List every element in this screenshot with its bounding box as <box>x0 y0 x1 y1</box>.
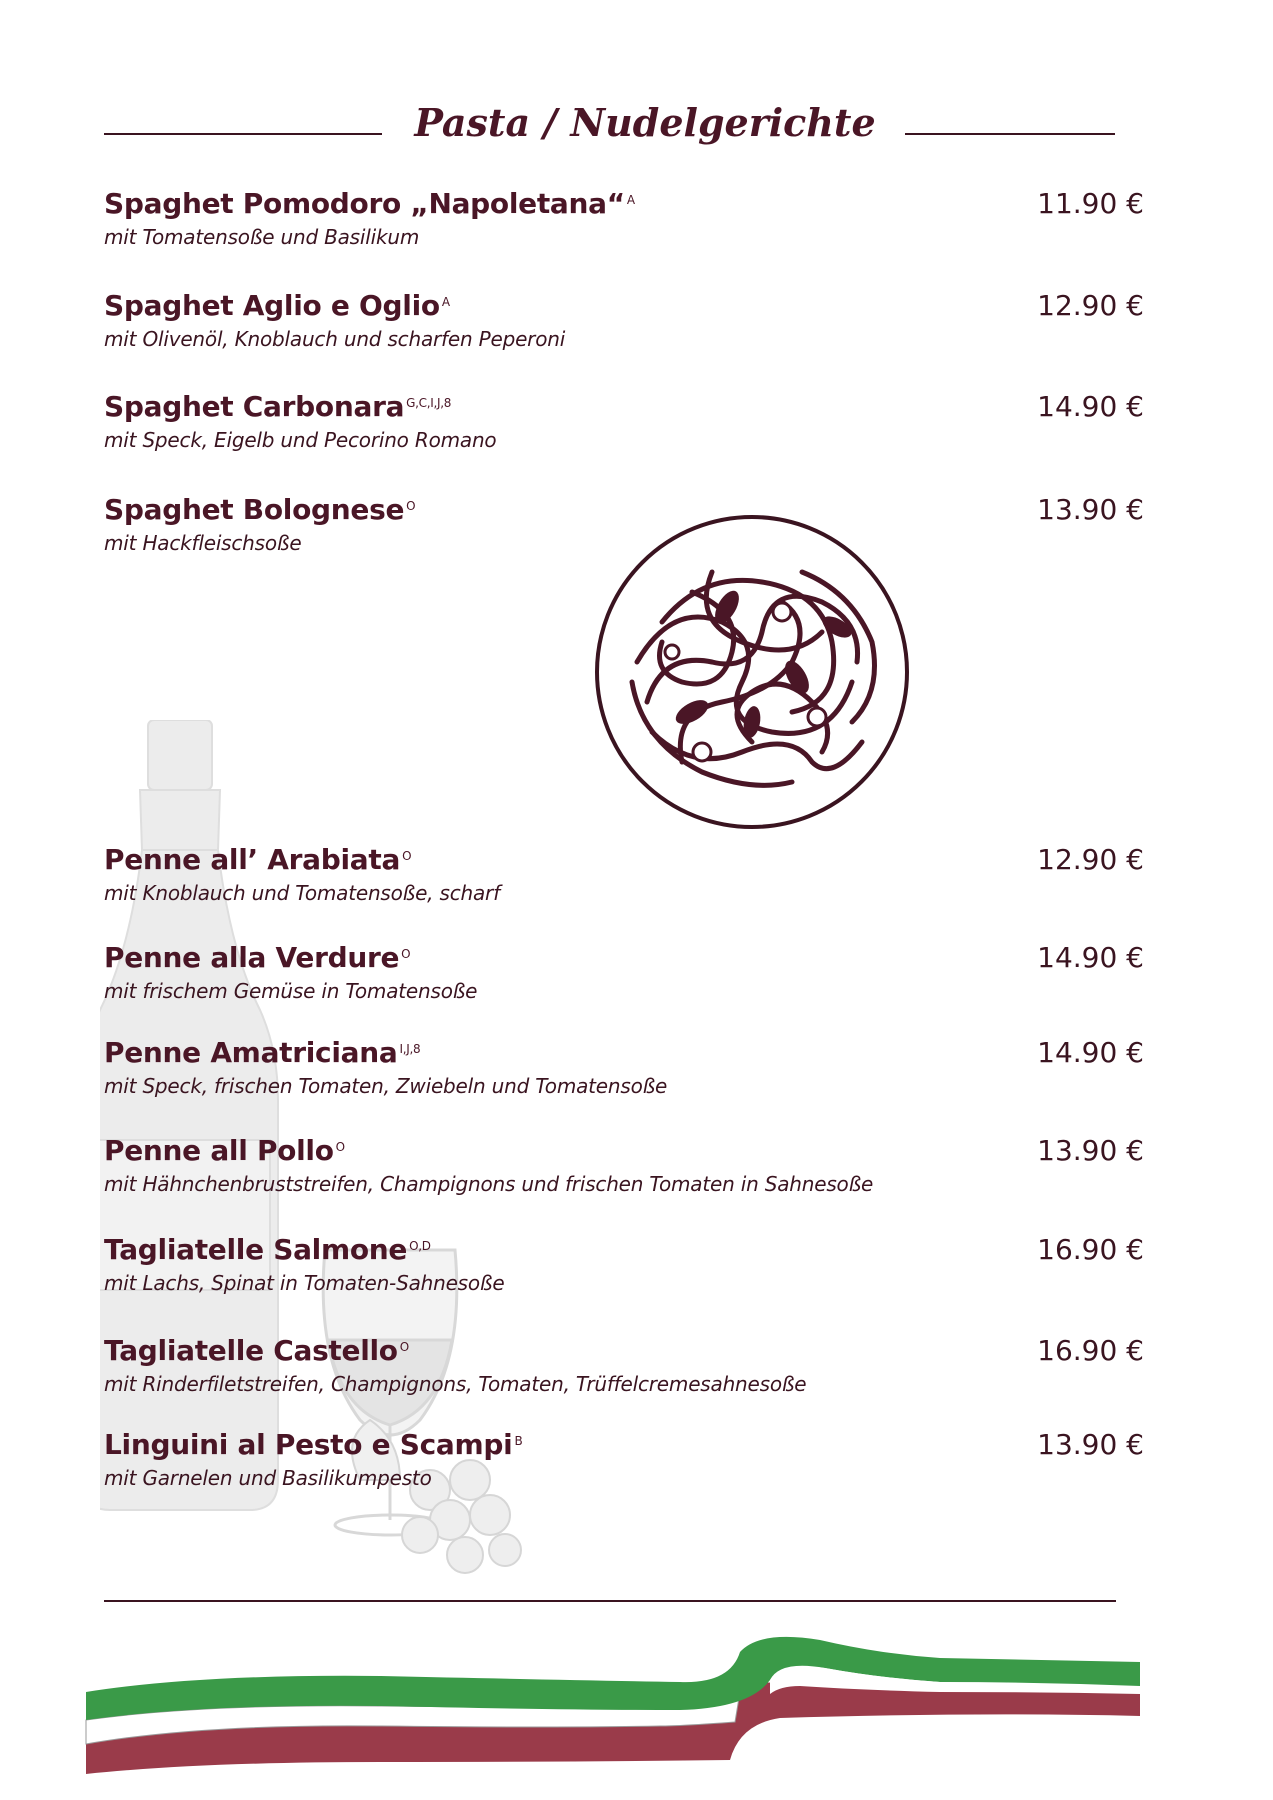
item-description: mit Garnelen und Basilikumpesto <box>104 1466 432 1490</box>
list-item <box>104 492 1144 556</box>
item-price: 14.90 € <box>1037 390 1144 423</box>
list-item <box>104 940 1144 1004</box>
item-description: mit Tomatensoße und Basilikum <box>104 225 420 249</box>
allergen-codes: A <box>441 295 450 309</box>
item-description: mit Hähnchenbruststreifen, Champignons und frischen Tomaten in Sahnesoße <box>104 1172 874 1196</box>
list-item <box>104 186 1144 250</box>
allergen-codes: O <box>335 1140 345 1154</box>
item-name: Penne all’ Arabiata $^O$ <box>104 843 412 876</box>
item-name: Linguini al Pesto e Scampi $^B$ <box>104 1428 523 1461</box>
item-description: mit Rinderfiletstreifen, Champignons, Tomaten, Trüffelcremesahnesoße <box>104 1372 807 1396</box>
allergen-codes: I,J,8 <box>399 1042 421 1056</box>
allergen-codes: B <box>514 1434 523 1448</box>
italian-flag-ribbon-icon <box>80 1612 1150 1782</box>
item-description: mit frischem Gemüse in Tomatensoße <box>104 979 478 1003</box>
list-item <box>104 1333 1144 1397</box>
title-divider-right <box>905 133 1115 135</box>
allergen-codes: O <box>399 1340 409 1354</box>
item-name: Spaghet Bolognese $^O$ <box>104 493 416 526</box>
list-item <box>104 288 1144 352</box>
item-price: 11.90 € <box>1037 187 1144 220</box>
item-description: mit Lachs, Spinat in Tomaten-Sahnesoße <box>104 1271 505 1295</box>
allergen-codes: A <box>626 193 635 207</box>
item-price: 13.90 € <box>1037 493 1144 526</box>
item-price: 13.90 € <box>1037 1134 1144 1167</box>
list-item <box>104 842 1144 906</box>
item-price: 13.90 € <box>1037 1428 1144 1461</box>
allergen-codes: O,D <box>409 1239 431 1253</box>
list-item <box>104 1427 1144 1491</box>
allergen-codes: G,C,I,J,8 <box>406 396 452 410</box>
item-price: 16.90 € <box>1037 1233 1144 1266</box>
item-price: 12.90 € <box>1037 843 1144 876</box>
item-description: mit Speck, frischen Tomaten, Zwiebeln und Tomatensoße <box>104 1074 668 1098</box>
allergen-codes: O <box>402 849 412 863</box>
item-name: Penne alla Verdure $^O$ <box>104 941 411 974</box>
item-price: 14.90 € <box>1037 1036 1144 1069</box>
item-description: mit Olivenöl, Knoblauch und scharfen Peperoni <box>104 327 566 351</box>
item-price: 12.90 € <box>1037 289 1144 322</box>
bottom-divider <box>104 1600 1116 1602</box>
title-row <box>0 100 1273 160</box>
title-divider-left <box>104 133 382 135</box>
item-name: Spaghet Aglio e Oglio $^A$ <box>104 289 450 322</box>
item-name: Penne all Pollo $^O$ <box>104 1134 345 1167</box>
list-item <box>104 1035 1144 1099</box>
list-item <box>104 1133 1144 1197</box>
list-item <box>104 389 1144 453</box>
pasta-plate-icon <box>592 512 912 832</box>
item-name: Spaghet Carbonara $^{G,C,I,J,8}$ <box>104 390 452 423</box>
item-description: mit Speck, Eigelb und Pecorino Romano <box>104 428 497 452</box>
allergen-codes: O <box>401 947 411 961</box>
allergen-codes: O <box>406 499 416 513</box>
item-price: 14.90 € <box>1037 941 1144 974</box>
item-name: Tagliatelle Salmone $^{O,D}$ <box>104 1233 431 1266</box>
item-description: mit Knoblauch und Tomatensoße, scharf <box>104 881 500 905</box>
item-description: mit Hackfleischsoße <box>104 531 302 555</box>
item-name: Tagliatelle Castello $^O$ <box>104 1334 409 1367</box>
page-title: Pasta / Nudelgerichte <box>414 100 876 145</box>
list-item <box>104 1232 1144 1296</box>
item-name: Penne Amatriciana $^{I,J,8}$ <box>104 1036 421 1069</box>
item-price: 16.90 € <box>1037 1334 1144 1367</box>
item-name: Spaghet Pomodoro „Napoletana“ $^A$ <box>104 187 635 220</box>
